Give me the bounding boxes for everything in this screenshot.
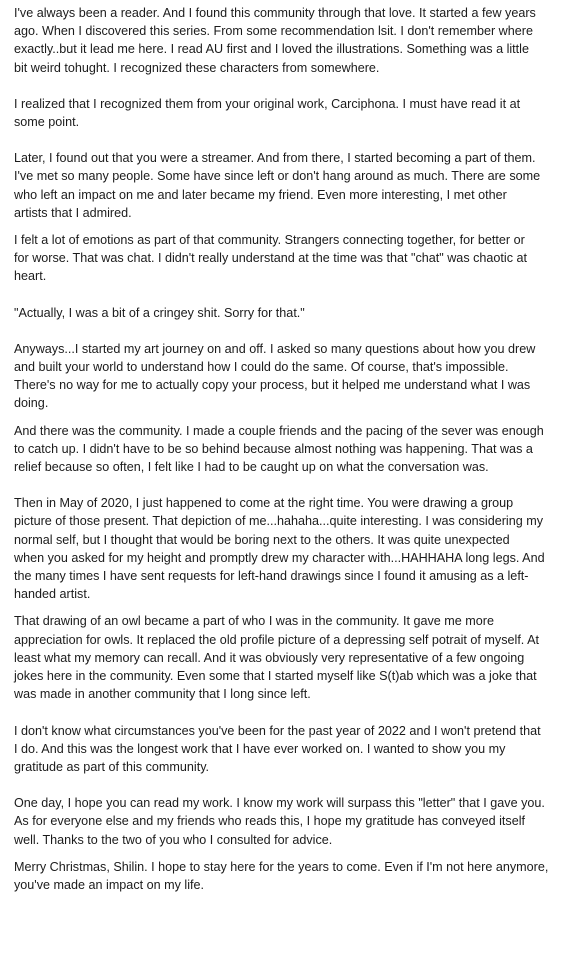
- paragraph-7: And there was the community. I made a couple friends and the pacing of the sever was enough to catch up. I didn't have to be so behind because almost nothing was happening. That was a relief because so often, I felt like I had to be caught up on what the conversation was.: [14, 423, 544, 475]
- paragraph-8: Then in May of 2020, I just happened to come at the right time. You were drawing a group picture of those present. That depiction of me...hahaha...quite interesting. I was considering my normal self, but I thought that would be boring next to the others. It was quite unexpected when you asked for my height and promptly drew my character with...HAHHAHA long legs. And the many times I have sent requests for left-hand drawings since I found it amusing as a left- handed artist.: [14, 496, 545, 602]
- paragraph-1: I've always been a reader. And I found this community through that love. It started a few years ago. When I discovered this series. From some recommendation lsit. I don't remember where exactly..but it lead me here. I read AU first and I loved the illustrations. Something was a little bit weird tohught. I recognized these characters from somewhere.: [14, 6, 536, 75]
- paragraph-6: Anyways...I started my art journey on and off. I asked so many questions about how you drew and built your world to understand how I could do the same. Of course, that's impossible. There's no way for me to actually copy your process, but it helped me understand what I was doing.: [14, 341, 536, 411]
- paragraph-10: I don't know what circumstances you've been for the past year of 2022 and I won't pretend that I do. And this was the longest work that I have ever worked on. I wanted to show you my gratitude as part of this community.: [14, 723, 541, 774]
- letter-body: [14, 4, 564, 912]
- paragraph-3: Later, I found out that you were a streamer. And from there, I started becoming a part of them. I've met so many people. Some have since left or don't hang around as much. There are some who left an impact on me and later became my friend. Even more interesting, I met other artists that I admired.: [14, 151, 541, 220]
- paragraph-5: "Actually, I was a bit of a cringey shit. Sorry for that.": [14, 305, 305, 320]
- paragraph-9: That drawing of an owl became a part of who I was in the community. It gave me more appreciation for owls. It replaced the old profile picture of a depressing self potrait of myself. At least what my memory can recall. And it was obviously very representative of a few ongoing jokes here in the community. Even some that I started myself like S(t)ab which was a joke that was made in another community that I long since left.: [14, 614, 540, 702]
- paragraph-12: Merry Christmas, Shilin. I hope to stay here for the years to come. Even if I'm not here anymore, you've made an impact on my life.: [14, 859, 549, 892]
- paragraph-4: I felt a lot of emotions as part of that community. Strangers connecting together, for better or for worse. That was chat. I didn't really understand at the time was that "chat" was chaotic at heart.: [14, 233, 528, 284]
- paragraph-11: One day, I hope you can read my work. I know my work will surpass this "letter" that I gave you. As for everyone else and my friends who reads this, I hope my gratitude has conveyed itself well. Thanks to the two of you who I consulted for advice.: [14, 796, 545, 847]
- paragraph-2: I realized that I recognized them from your original work, Carciphona. I must have read it at some point.: [14, 96, 521, 130]
